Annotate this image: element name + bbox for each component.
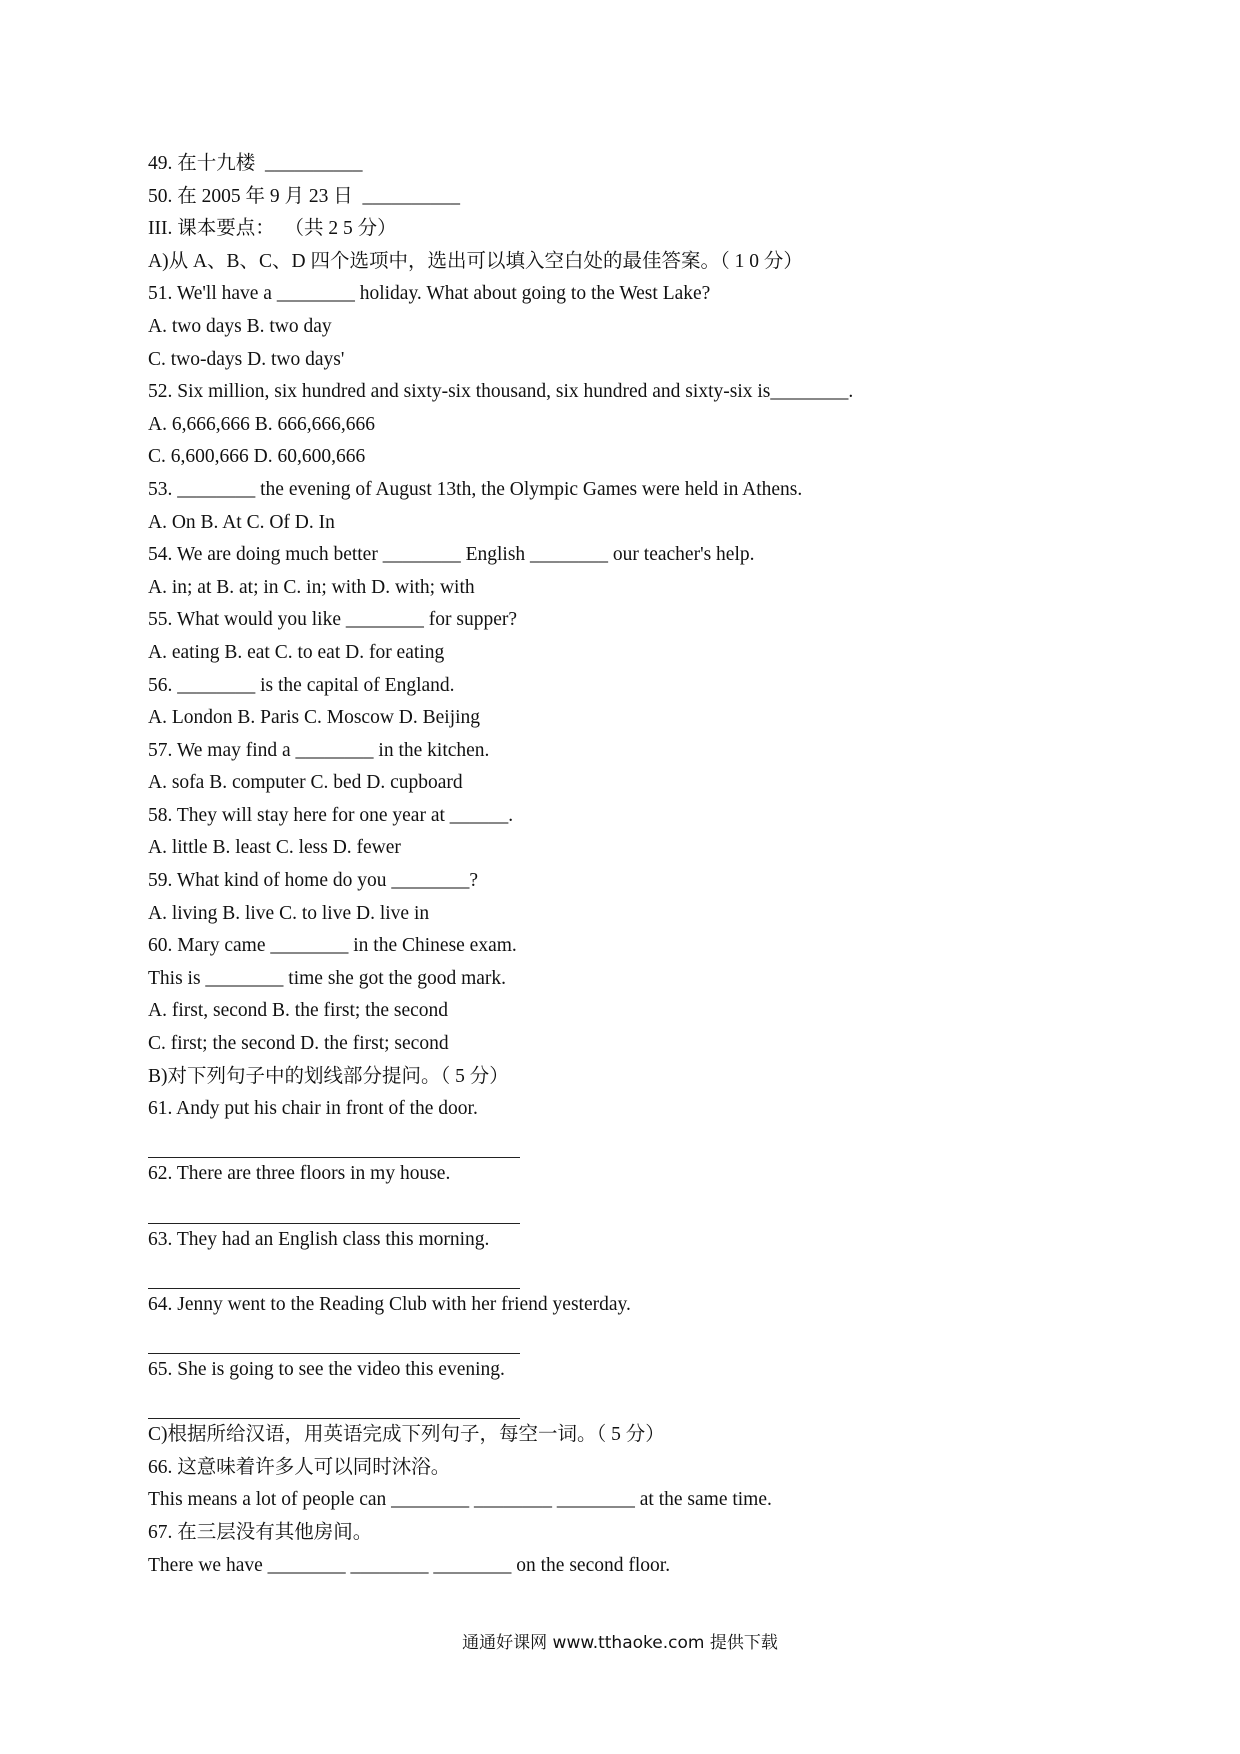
options-54: A. in; at B. at; in C. in; with D. with; with	[148, 576, 475, 598]
question-66-english: This means a lot of people can ________ ________ ________ at the same time.	[148, 1489, 772, 1511]
item-49: 49. 在十九楼 __________	[148, 153, 363, 174]
section-iii-heading: III. 课本要点： （共 2 5 分）	[148, 218, 397, 240]
options-52-ab: A. 6,666,666 B. 666,666,666	[148, 413, 375, 435]
question-66-chinese: 66. 这意味着许多人可以同时沐浴。	[148, 1456, 451, 1478]
section-c-instruction: C)根据所给汉语，用英语完成下列句子，每空一词。（ 5 分）	[148, 1424, 665, 1446]
options-59: A. living B. live C. to live D. live in	[148, 902, 430, 924]
page-footer: 通通好课网 www.tthaoke.com 提供下载	[462, 1633, 778, 1653]
item-50: 50. 在 2005 年 9 月 23 日 __________	[148, 185, 461, 207]
options-55: A. eating B. eat C. to eat D. for eating	[148, 641, 445, 663]
question-63: 63. They had an English class this morning.	[148, 1228, 490, 1250]
question-54: 54. We are doing much better ________ English ________ our teacher's help.	[148, 544, 755, 566]
options-60-cd: C. first; the second D. the first; second	[148, 1033, 449, 1055]
answer-line-63	[148, 1256, 520, 1289]
question-52: 52. Six million, six hundred and sixty-six thousand, six hundred and sixty-six is________.	[148, 381, 854, 403]
options-58: A. little B. least C. less D. fewer	[148, 837, 401, 859]
question-61: 61. Andy put his chair in front of the door.	[148, 1098, 478, 1120]
section-a-instruction: A)从 A、B、C、D 四个选项中，选出可以填入空白处的最佳答案。（ 1 0 分）	[148, 250, 803, 272]
question-56: 56. ________ is the capital of England.	[148, 674, 455, 696]
answer-line-62	[148, 1191, 520, 1224]
question-67-english: There we have ________ ________ ________ on the second floor.	[148, 1554, 671, 1576]
answer-line-65	[148, 1387, 520, 1420]
options-60-ab: A. first, second B. the first; the second	[148, 1000, 449, 1022]
options-52-cd: C. 6,600,666 D. 60,600,666	[148, 446, 366, 468]
question-53: 53. ________ the evening of August 13th, the Olympic Games were held in Athens.	[148, 478, 803, 500]
options-57: A. sofa B. computer C. bed D. cupboard	[148, 772, 463, 794]
options-51-ab: A. two days B. two day	[148, 315, 332, 337]
question-51: 51. We'll have a ________ holiday. What about going to the West Lake?	[148, 283, 711, 305]
question-67-chinese: 67. 在三层没有其他房间。	[148, 1521, 373, 1543]
question-65: 65. She is going to see the video this evening.	[148, 1358, 505, 1380]
question-55: 55. What would you like ________ for supper?	[148, 609, 517, 631]
question-58: 58. They will stay here for one year at ______.	[148, 804, 514, 826]
question-64: 64. Jenny went to the Reading Club with her friend yesterday.	[148, 1293, 631, 1315]
question-57: 57. We may find a ________ in the kitchen.	[148, 739, 490, 761]
answer-line-64	[148, 1321, 520, 1354]
options-51-cd: C. two-days D. two days'	[148, 348, 345, 370]
question-60-line-1: 60. Mary came ________ in the Chinese exam.	[148, 935, 517, 957]
options-56: A. London B. Paris C. Moscow D. Beijing	[148, 707, 481, 729]
question-59: 59. What kind of home do you ________?	[148, 870, 479, 892]
document-body	[148, 148, 1148, 1582]
answer-line-61	[148, 1126, 520, 1159]
question-60-line-2: This is ________ time she got the good mark.	[148, 967, 507, 989]
options-53: A. On B. At C. Of D. In	[148, 511, 335, 533]
section-b-instruction: B)对下列句子中的划线部分提问。（ 5 分）	[148, 1065, 509, 1087]
question-62: 62. There are three floors in my house.	[148, 1163, 451, 1185]
